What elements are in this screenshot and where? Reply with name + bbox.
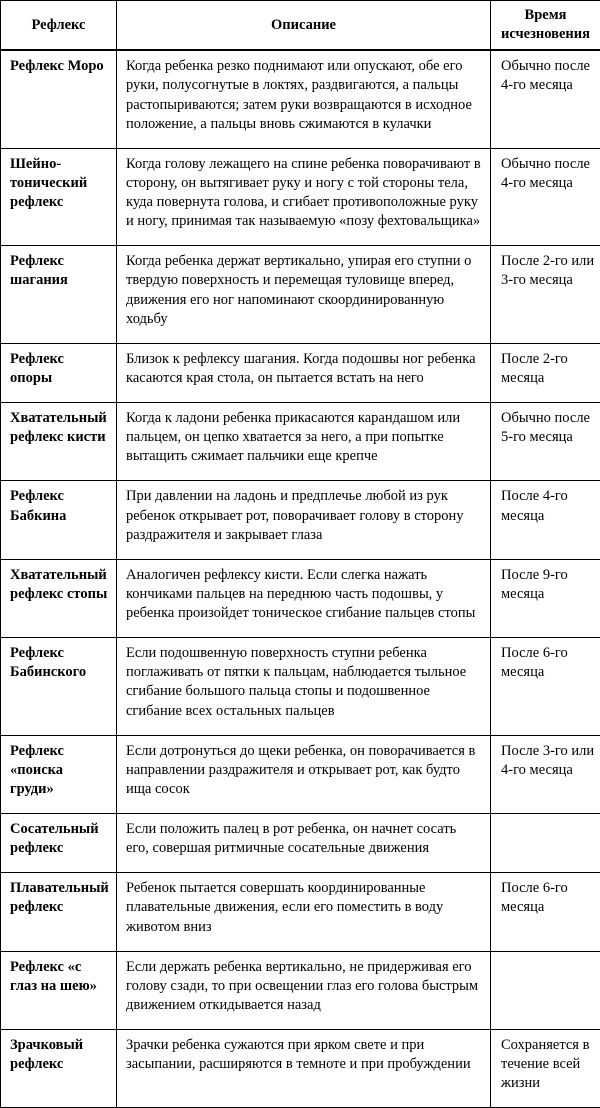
reflex-description: Аналогичен рефлексу кисти. Если слегка нажать кончиками пальцев на переднюю часть подошвы, у ребенка произойдет тоническое сгибание пальцев стопы: [117, 559, 491, 637]
reflex-description: Близок к рефлексу шагания. Когда подошвы ног ребенка касаются края стола, он пытается встать на него: [117, 343, 491, 402]
disappearance-time: Обычно после 4-го месяца: [491, 50, 600, 148]
table-row: [1, 481, 600, 559]
reflex-description: При давлении на ладонь и предплечье любой из рук ребенок открывает рот, поворачивает голову в сторону раздражителя и закрывает глаза: [117, 481, 491, 559]
reflex-description: Когда ребенка держат вертикально, упирая его ступни о твердую поверхность и перемещая туловище вперед, движения его ног напоминают скоординированную ходьбу: [117, 246, 491, 344]
table-row: [1, 638, 600, 736]
reflex-name: Рефлекс шагания: [1, 246, 117, 344]
table-row: [1, 814, 600, 873]
reflex-name: Рефлекс Бабкина: [1, 481, 117, 559]
reflex-name: Рефлекс «поиска груди»: [1, 735, 117, 813]
reflex-description: Когда ребенка резко поднимают или опускают, обе его руки, полусогнутые в локтях, раздвигаются, а пальцы растопыриваются; затем руки возвращаются в исходное положение, а пальцы вновь сжимаются в кулачки: [117, 50, 491, 148]
reflex-description: Когда голову лежащего на спине ребенка поворачивают в сторону, он вытягивает руку и ногу с той стороны тела, куда повернута голова, и сгибает противоположные руку и ногу, принимая так называемую «позу фехтовальщика»: [117, 148, 491, 246]
table-row: [1, 873, 600, 951]
table-row: [1, 343, 600, 402]
reflex-description: Если положить палец в рот ребенка, он начнет сосать его, совершая ритмичные сосательные движения: [117, 814, 491, 873]
table-body: [1, 50, 600, 1108]
disappearance-time: [491, 814, 600, 873]
disappearance-time: После 2-го месяца: [491, 343, 600, 402]
header-row: [1, 1, 600, 51]
disappearance-time: После 9-го месяца: [491, 559, 600, 637]
col-header-description: Описание: [117, 1, 491, 51]
reflex-name: Рефлекс опоры: [1, 343, 117, 402]
reflex-name: Хватательный рефлекс стопы: [1, 559, 117, 637]
disappearance-time: Обычно после 4-го месяца: [491, 148, 600, 246]
table-row: [1, 148, 600, 246]
col-header-time: Время исчезновения: [491, 1, 600, 51]
table-row: [1, 735, 600, 813]
reflex-name: Сосательный рефлекс: [1, 814, 117, 873]
reflex-name: Плавательный рефлекс: [1, 873, 117, 951]
reflex-description: Когда к ладони ребенка прикасаются карандашом или пальцем, он цепко хватается за него, а при попытке вытащить сжимает пальчики еще крепче: [117, 403, 491, 481]
reflex-description: Зрачки ребенка сужаются при ярком свете и при засыпании, расширяются в темноте и при пробуждении: [117, 1030, 491, 1108]
reflex-name: Шейно-тонический рефлекс: [1, 148, 117, 246]
reflex-name: Зрачковый рефлекс: [1, 1030, 117, 1108]
table-row: [1, 50, 600, 148]
table-row: [1, 1030, 600, 1108]
reflex-name: Хватательный рефлекс кисти: [1, 403, 117, 481]
disappearance-time: После 6-го месяца: [491, 638, 600, 736]
disappearance-time: [491, 951, 600, 1029]
disappearance-time: Сохраняется в течение всей жизни: [491, 1030, 600, 1108]
reflex-name: Рефлекс «с глаз на шею»: [1, 951, 117, 1029]
table-row: [1, 559, 600, 637]
reflex-description: Если подошвенную поверхность ступни ребенка поглаживать от пятки к пальцам, наблюдается тыльное сгибание большого пальца стопы и подошвенное сгибание всех остальных пальцев: [117, 638, 491, 736]
reflex-name: Рефлекс Моро: [1, 50, 117, 148]
table-row: [1, 403, 600, 481]
table-row: [1, 951, 600, 1029]
disappearance-time: После 4-го месяца: [491, 481, 600, 559]
reflex-description: Если дотронуться до щеки ребенка, он поворачивается в направлении раздражителя и открывает рот, как будто ища сосок: [117, 735, 491, 813]
reflex-name: Рефлекс Бабинского: [1, 638, 117, 736]
disappearance-time: После 2-го или 3-го месяца: [491, 246, 600, 344]
reflex-description: Если держать ребенка вертикально, не придерживая его голову сзади, то при освещении глаз его голова быстрым движением откидывается назад: [117, 951, 491, 1029]
table-row: [1, 246, 600, 344]
disappearance-time: После 6-го месяца: [491, 873, 600, 951]
reflex-description: Ребенок пытается совершать координированные плавательные движения, если его поместить в воду животом вниз: [117, 873, 491, 951]
disappearance-time: Обычно после 5-го месяца: [491, 403, 600, 481]
disappearance-time: После 3-го или 4-го месяца: [491, 735, 600, 813]
col-header-reflex: Рефлекс: [1, 1, 117, 51]
